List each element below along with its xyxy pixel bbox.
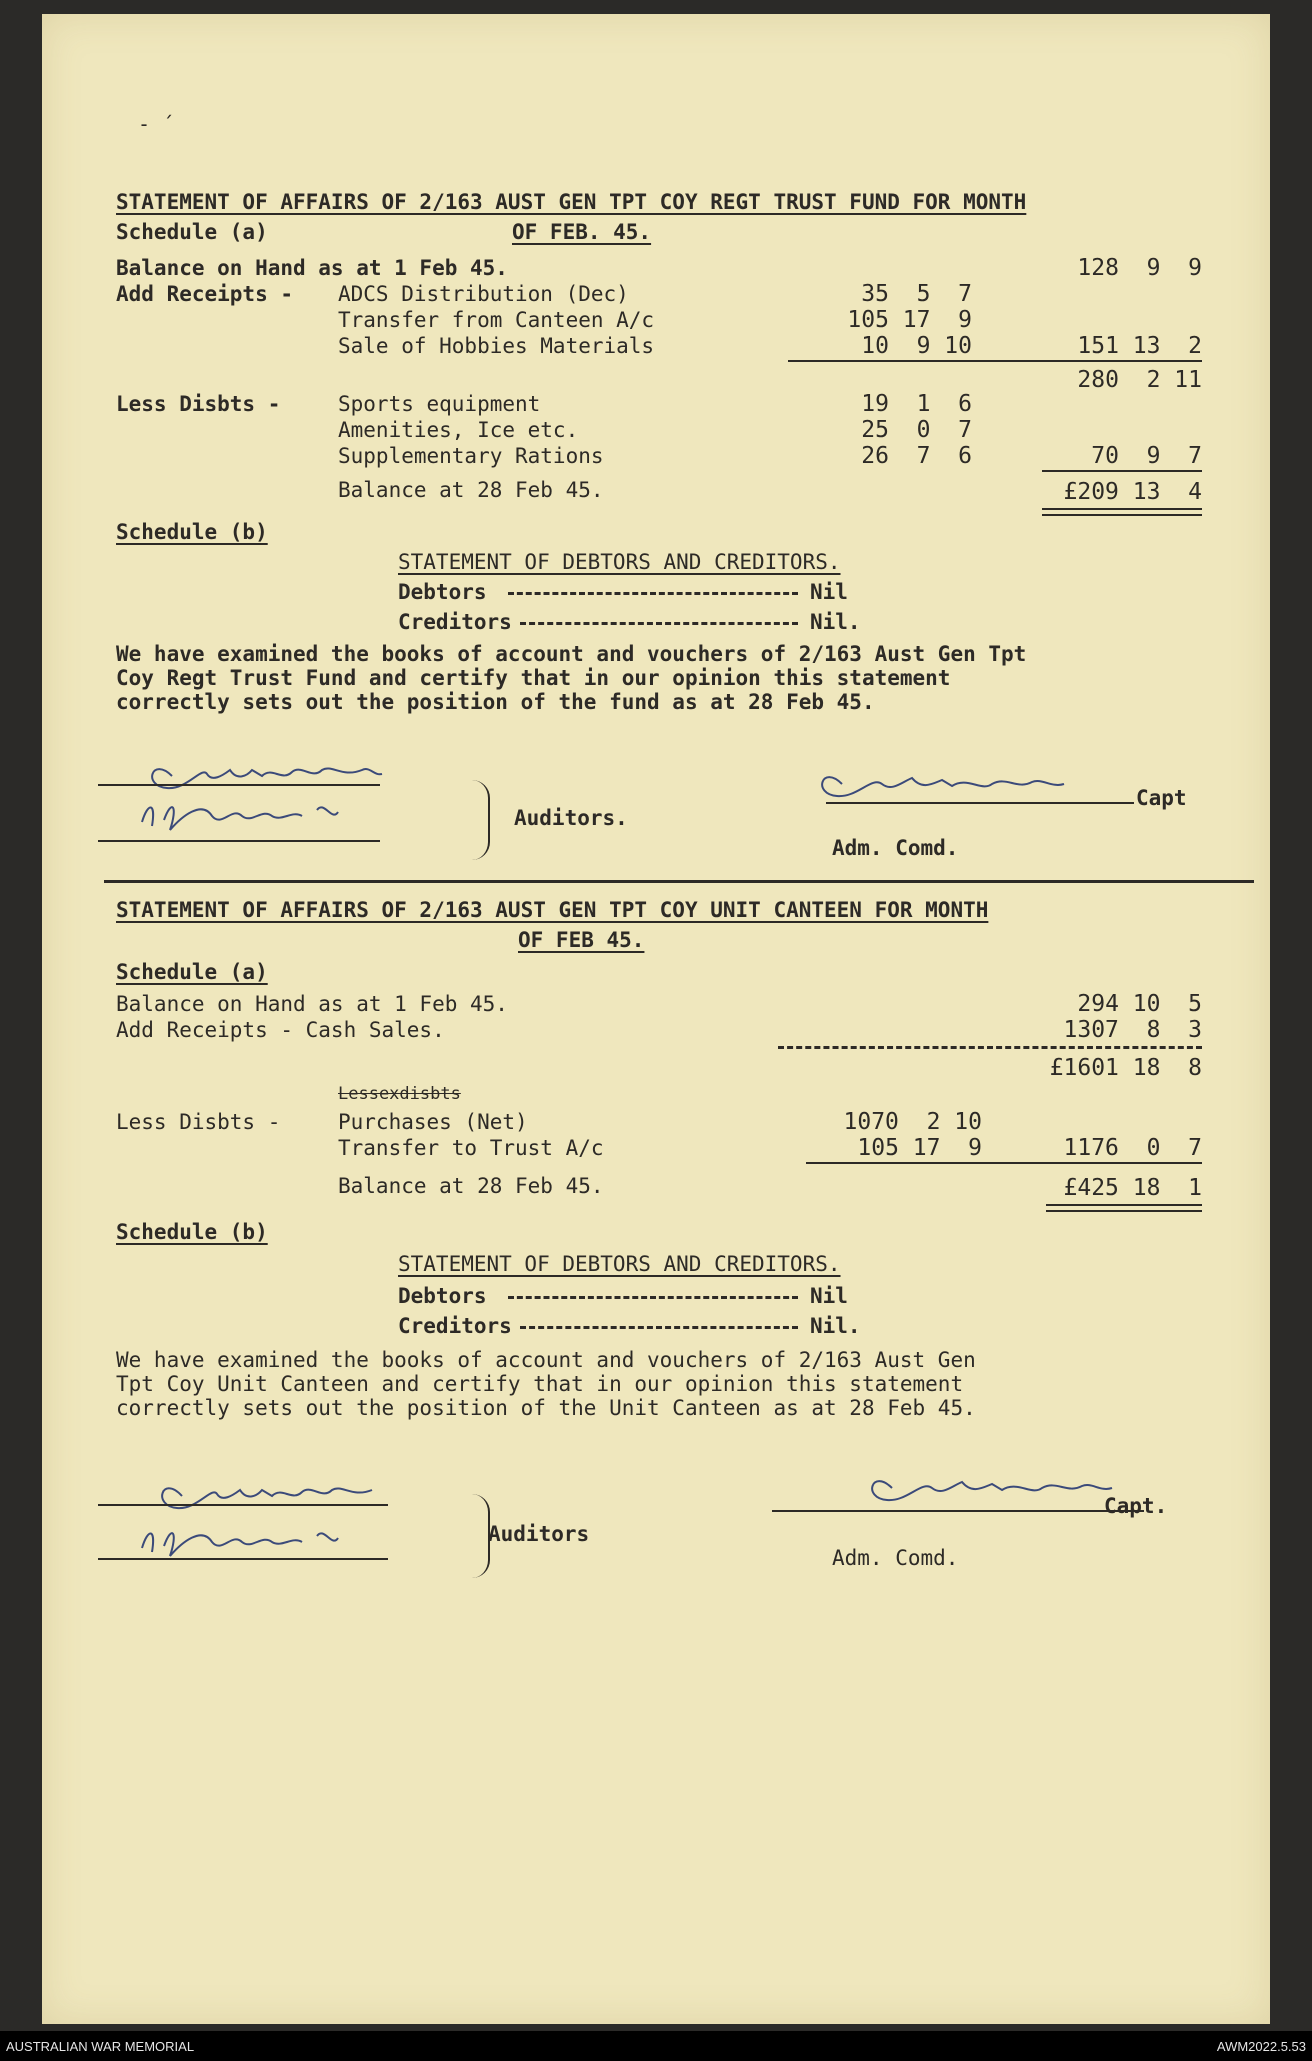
trust-subtotal: 280 2 11 [1077,367,1202,393]
document-page [42,14,1270,2024]
canteen-less-disbts: Less Disbts - [116,1110,281,1134]
trust-less-disbts: Less Disbts - [116,392,281,416]
trust-receipts-total: 151 13 2 [1077,333,1202,359]
trust-disb-amount: 19 1 6 [861,391,972,417]
canteen-balance-on-hand: Balance on Hand as at 1 Feb 45. [116,992,508,1016]
trust-cert-line: correctly sets out the position of the fund as at 28 Feb 45. [116,690,875,714]
trust-disb-label: Supplementary Rations [338,444,604,468]
trust-balance-total: £209 13 4 [1063,479,1202,505]
canteen-cert-line: We have examined the books of account and vouchers of 2/163 Aust Gen [116,1348,976,1372]
canteen-disb-amount: 105 17 9 [857,1135,982,1161]
section-divider [104,880,1254,883]
signature-line [98,840,380,842]
canteen-adm-comd: Adm. Comd. [832,1546,959,1570]
auditor-signature [112,736,412,836]
footer-accession: AWM2022.5.53 [1216,2039,1306,2054]
balance-rule [1042,470,1202,472]
canteen-opening-total: 294 10 5 [1077,991,1202,1017]
canteen-schedule-b: Schedule (b) [116,1220,268,1244]
footer-bar [0,2031,1312,2061]
trust-add-receipts: Add Receipts - [116,282,294,306]
leader-dashes [520,622,798,625]
trust-title-line1: STATEMENT OF AFFAIRS OF 2/163 AUST GEN TPT COY REGT TRUST FUND FOR MONTH [116,190,1027,214]
trust-opening-total: 128 9 9 [1077,255,1202,281]
trust-receipt-amount: 35 5 7 [861,281,972,307]
trust-receipt-label: ADCS Distribution (Dec) [338,282,629,306]
trust-debtors-title: STATEMENT OF DEBTORS AND CREDITORS. [398,550,841,574]
canteen-cert-line: correctly sets out the position of the Unit Canteen as at 28 Feb 45. [116,1396,976,1420]
trust-auditors-label: Auditors. [514,806,628,830]
trust-balance-label: Balance at 28 Feb 45. [338,478,604,502]
trust-receipt-label: Sale of Hobbies Materials [338,334,655,358]
canteen-balance-label: Balance at 28 Feb 45. [338,1174,604,1198]
trust-disb-amount: 25 0 7 [861,417,972,443]
canteen-add-receipts: Add Receipts - Cash Sales. [116,1018,445,1042]
subtotal-rule [788,360,1202,362]
trust-disb-label: Amenities, Ice etc. [338,418,579,442]
trust-schedule-a: Schedule (a) [116,220,268,244]
canteen-debtors-value: Nil [810,1284,848,1308]
canteen-receipts-total: 1307 8 3 [1063,1017,1202,1043]
signature-line [826,802,1134,804]
trust-receipt-amount: 105 17 9 [847,307,972,333]
trust-cert-line: We have examined the books of account and vouchers of 2/163 Aust Gen Tpt [116,642,1027,666]
trust-disb-total: 70 9 7 [1091,443,1202,469]
signature-line [772,1510,1144,1512]
canteen-disb-total: 1176 0 7 [1063,1135,1202,1161]
trust-adm-comd: Adm. Comd. [832,836,959,860]
trust-capt: Capt [1136,786,1187,810]
balance-rule [806,1162,1202,1164]
canteen-disb-amount: 1070 2 10 [843,1109,982,1135]
leader-dashes [508,592,798,595]
trust-schedule-b: Schedule (b) [116,520,268,544]
double-rule [1046,1204,1202,1212]
leader-dashes [520,1326,798,1329]
brace [472,780,490,860]
double-rule [1042,508,1202,516]
commander-signature [842,1454,1142,1524]
canteen-subtotal: £1601 18 8 [1049,1055,1202,1081]
canteen-disb-label: Purchases (Net) [338,1110,528,1134]
canteen-balance-total: £425 18 1 [1063,1175,1202,1201]
canteen-schedule-a: Schedule (a) [116,960,268,984]
pencil-mark: - ´ [138,112,175,136]
canteen-disb-label: Transfer to Trust A/c [338,1136,604,1160]
trust-receipt-amount: 10 9 10 [861,333,972,359]
trust-disb-label: Sports equipment [338,392,541,416]
canteen-debtors-label: Debtors [398,1284,487,1308]
canteen-debtors-title: STATEMENT OF DEBTORS AND CREDITORS. [398,1252,841,1276]
trust-title-line2: OF FEB. 45. [512,220,652,244]
trust-debtors-value: Nil [810,580,848,604]
signature-line [98,784,380,786]
canteen-title-line1: STATEMENT OF AFFAIRS OF 2/163 AUST GEN TPT COY UNIT CANTEEN FOR MONTH [116,898,989,922]
canteen-cert-line: Tpt Coy Unit Canteen and certify that in our opinion this statement [116,1372,964,1396]
commander-signature [802,754,1132,814]
canteen-creditors-value: Nil. [810,1314,861,1338]
leader-dashes [508,1296,798,1299]
canteen-title-line2: OF FEB 45. [518,928,645,952]
signature-line [98,1504,388,1506]
canteen-struck-text: Lessexdisbts [338,1084,461,1104]
trust-creditors-value: Nil. [810,610,861,634]
canteen-capt: Capt. [1104,1494,1168,1518]
trust-receipt-label: Transfer from Canteen A/c [338,308,655,332]
canteen-creditors-label: Creditors [398,1314,512,1338]
trust-creditors-label: Creditors [398,610,512,634]
trust-cert-line: Coy Regt Trust Fund and certify that in our opinion this statement [116,666,951,690]
signature-line [98,1558,388,1560]
subtotal-dashes [778,1046,1202,1049]
trust-disb-amount: 26 7 6 [861,443,972,469]
trust-balance-on-hand: Balance on Hand as at 1 Feb 45. [116,256,508,280]
canteen-auditors-label: Auditors [488,1522,590,1546]
trust-debtors-label: Debtors [398,580,487,604]
footer-source: AUSTRALIAN WAR MEMORIAL [6,2039,195,2054]
